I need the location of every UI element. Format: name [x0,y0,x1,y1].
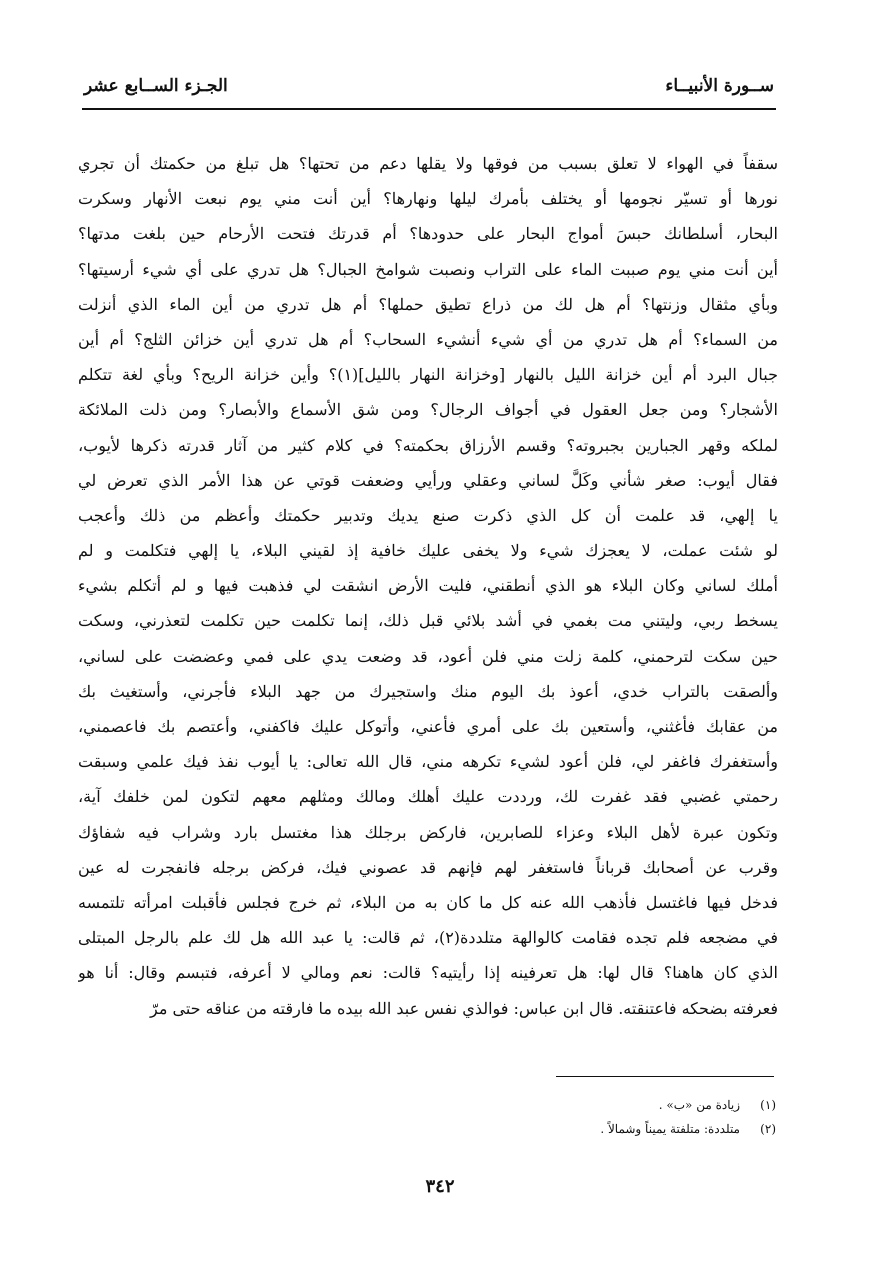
footnote-text: متلددة: متلفتة يميناً وشمالاً . [600,1122,740,1136]
text-line: جبال البرد أم أين خزانة الليل بالنهار [وخزانة النهار بالليل](١)؟ وأين خزانة الريح؟ وبأي لغة تتكلم [78,365,778,385]
text-line: من السماء؟ أم هل تدري من أي شيء أنشيء السحاب؟ أم هل تدري أين خزائن الثلج؟ أم أين [78,329,778,349]
text-line: أملك لساني وكان البلاء هو الذي أنطقني، فليت الأرض انشقت لي فذهبت فيها و لم أتكلم بشيء [78,576,778,596]
running-header [84,70,774,102]
header-rule [82,108,776,110]
text-line: وألصقت بالتراب خدي، أعوذ بك اليوم منك واستجيرك من جهد البلاء فأجرني، وأستغيث بك [78,681,778,701]
juz-title: الجـزء الســابع عشر [84,76,228,96]
text-line: في مضجعه فلم تجده فقامت كالوالهة متلددة(٢)، ثم قالت: يا عبد الله هل لك علم بالرجل المبتلى [78,928,778,948]
text-line: فدخل فيها فاغتسل فأذهب الله عنه كل ما كان به من البلاء، ثم خرج فجلس فأقبلت امرأته تلتمسه [78,892,778,912]
text-line: حين سكت لترحمني، كلمة زلت مني فلن أعود، قد وضعت يدي على فمي وعضضت على لساني، [78,646,778,666]
text-line: فعرفته بضحكه فاعتنقته. قال ابن عباس: فوالذي نفس عبد الله بيده ما فارقته من عناقه حتى مرّ [150,998,778,1018]
text-line: وأستغفرك فاغفر لي، فلن أعود لشيء تكرهه مني، قال الله تعالى: يا أيوب نفذ فيك علمي وسبقت [78,752,778,772]
footnote-text: زيادة من «ب» . [658,1098,740,1112]
text-line: من عقابك فأغثني، وأستعين بك على أمري فأعني، وأتوكل عليك فاكفني، وأعتصم بك فاعصمني، [78,717,778,736]
footnote-rule [556,1076,774,1077]
text-line: سقفاً في الهواء لا تعلق بسبب من فوقها ولا يقلها دعم من تحتها؟ هل تبلغ من حكمتك أن تجري [78,154,778,173]
text-line: يسخط ربي، وليتني مت بغمي في أشد بلائي قبل ذلك، إنما تكلمت حين تكلمت لتعذرني، وسكت [78,611,778,631]
text-line: لو شئت عملت، لا يعجزك شيء ولا يخفى عليك خافية إذ لقيني البلاء، يا إلهي فتكلمت و لم [78,541,778,561]
footnote-number: (٢) [760,1122,776,1136]
body-text [78,146,778,1026]
text-line: وبأي مثقال وزنتها؟ أم هل لك من ذراع تطيق حملها؟ أم هل تدري من أين الماء الذي أنزلت [78,294,778,314]
text-line: وتكون عبرة لأهل البلاء وعزاء للصابرين، فاركض برجلك هذا مغتسل بارد وشراب فيه شفاؤك [78,822,778,842]
text-line: أين أنت مني يوم صببت الماء على التراب ونصبت شوامخ الجبال؟ هل تدري على أي شيء أرسيتها؟ [78,259,778,279]
text-line: البحار، أسلطانك حبسَ أمواج البحار على حدودها؟ أم قدرتك فتحت الأرحام حين بلغت مدتها؟ [78,224,778,244]
text-line: يا إلهي، قد علمت أن كل الذي ذكرت صنع يديك وتدبير حكمتك وأعظم من ذلك وأعجب [78,505,778,525]
text-line: رحمتي غضبي فقد غفرت لك، ورددت عليك أهلك ومالك ومثلهم معهم لتكون لمن خلفك آية، [78,787,778,807]
text-line: الأشجار؟ ومن جعل العقول في أجواف الرجال؟ ومن شق الأسماع والأبصار؟ ومن ذلت الملائكة [78,400,778,420]
surah-title: ســورة الأنبيــاء [665,76,774,96]
text-line: وقرب عن أصحابك قرباناً فاستغفر لهم فإنهم قد عصوني فيك، فركض برجله فانفجرت له عين [78,857,778,877]
text-line: الذي كان هاهنا؟ قال لها: هل تعرفينه إذا رأيتيه؟ قالت: نعم ومالي لا أعرفه، فتبسم وقال: أنا هو [78,963,778,983]
footnotes [400,1093,776,1141]
footnote [400,1117,776,1141]
page-number: ٣٤٢ [425,1176,455,1197]
footnote-number: (١) [760,1098,776,1112]
text-line: لملكه وقهر الجبارين بجبروته؟ وقسم الأرزاق بحكمته؟ في كلام كثير من آثار قدرته ذكرها لأيوب، [78,435,778,455]
text-line: فقال أيوب: صغر شأني وكَلَّ لساني وعقلي ورأيي وضعفت قوتي عن هذا الأمر الذي تعرض لي [78,470,778,490]
text-line: نورها أو تسيّر نجومها أو يختلف بأمرك ليلها ونهارها؟ أين أنت مني يوم نبعت الأنهار وسكرت [78,189,778,209]
footnote [400,1093,776,1117]
